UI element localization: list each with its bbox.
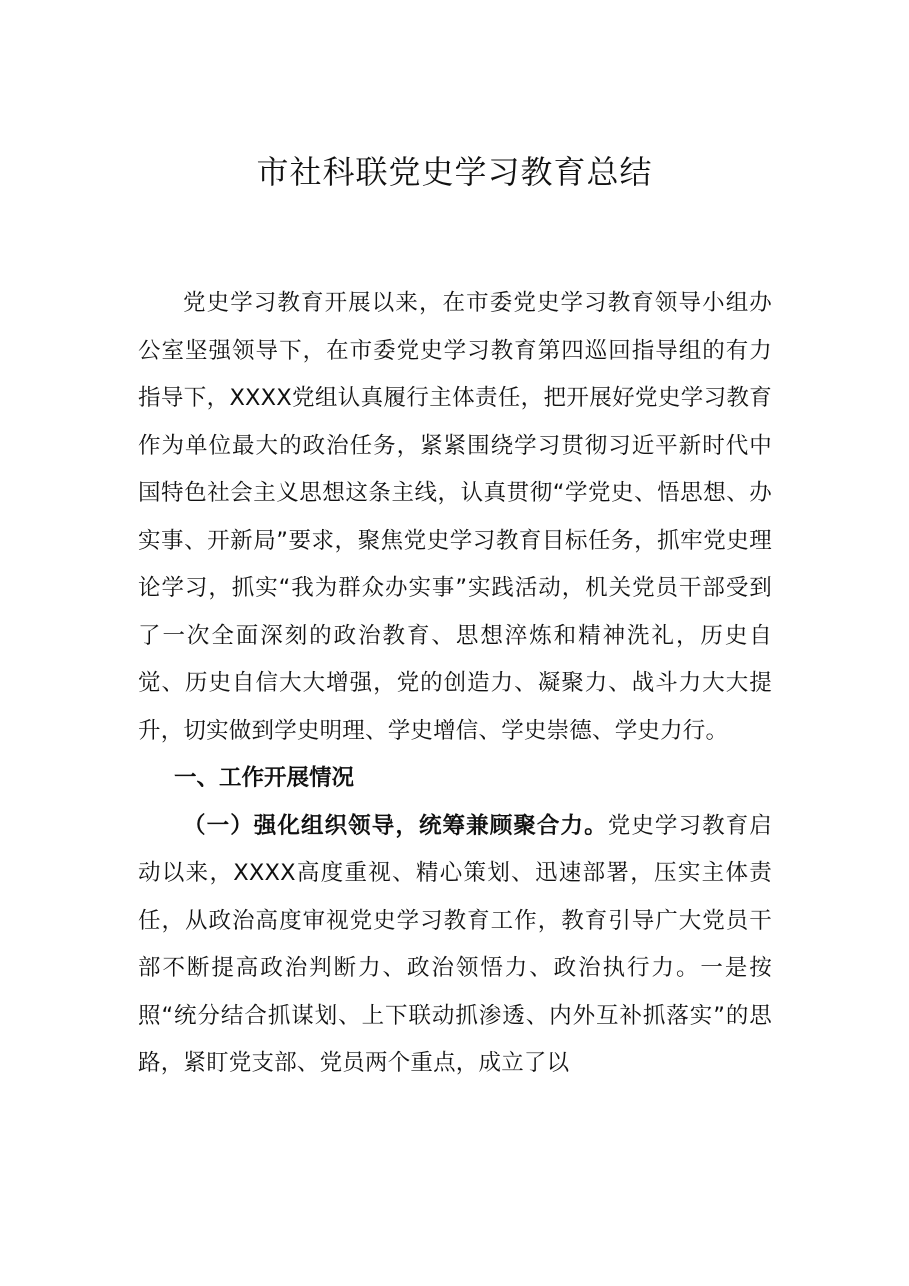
section-heading: 一、工作开展情况 bbox=[174, 765, 355, 791]
document-title: 市社科联党史学习教育总结 bbox=[256, 153, 653, 191]
subsection-paragraph bbox=[138, 803, 772, 1088]
subsection-text: 党史学习教育启动以来，XXXX高度重视、精心策划、迅速部署，压实主体责任，从政治高度审视党史学习教育工作，教育引导广大党员干部不断提高政治判断力、政治领悟力、政治执行力。一是按照“统分结合抓谋划、上下联动抓渗透、内外互补抓落实”的思路，紧盯党支部、党员两个重点，成立了以 bbox=[138, 812, 772, 1076]
intro-paragraph: 党史学习教育开展以来，在市委党史学习教育领导小组办公室坚强领导下，在市委党史学习教育第四巡回指导组的有力指导下，XXXX党组认真履行主体责任，把开展好党史学习教育作为单位最大的政治任务，紧紧围绕学习贯彻习近平新时代中国特色社会主义思想这条主线，认真贯彻“学党史、悟思想、办实事、开新局”要求，聚焦党史学习教育目标任务，抓牢党史理论学习，抓实“我为群众办实事”实践活动，机关党员干部受到了一次全面深刻的政治教育、思想淬炼和精神洗礼，历史自觉、历史自信大大增强，党的创造力、凝聚力、战斗力大大提升，切实做到学史明理、学史增信、学史崇德、学史力行。 bbox=[138, 290, 772, 744]
document-body bbox=[138, 280, 772, 1088]
subsection-lead: （一）强化组织领导，统筹兼顾聚合力。 bbox=[183, 812, 608, 839]
